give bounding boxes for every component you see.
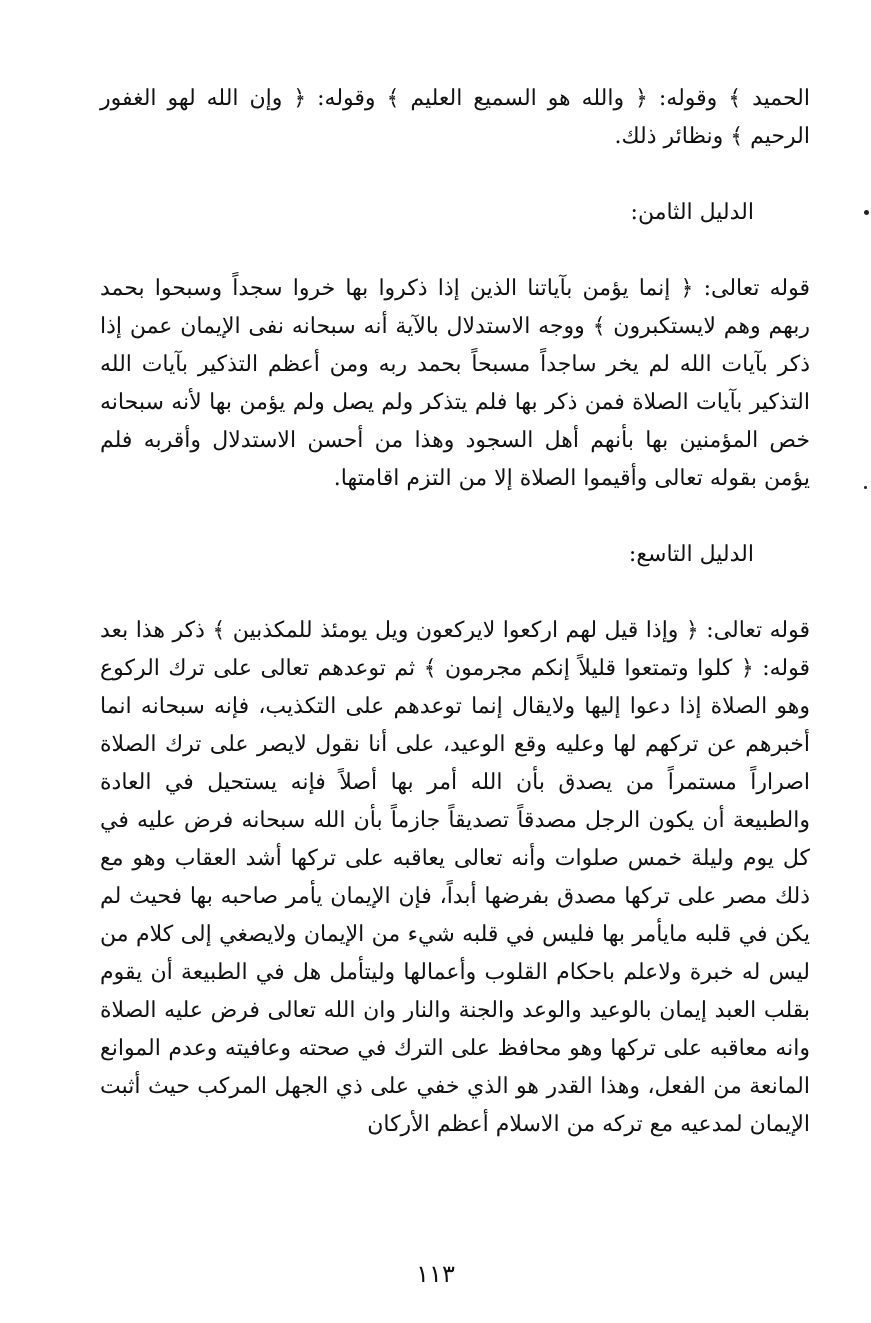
section-heading-ninth-proof: الدليل التاسع:: [628, 542, 754, 567]
paragraph-ninth-proof: قوله تعالى: ﴿ وإذا قيل لهم اركعوا لايركعون ويل يومئذ للمكذبين ﴾ ذكر هذا بعد قوله: ﴿ كلوا وتمتعوا قليلاً إنكم مجرمون ﴾ ثم توعدهم تعالى على ترك الركوع وهو الصلاة إذا دعوا إليها ولايقال إنما توعدهم على التكذيب، فإنه سبحانه انما أخبرهم عن تركهم لها وعليه وقع الوعيد، على أنا نقول لايصر على ترك الصلاة اصراراً مستمراً من يصدق بأن الله أمر بها أصلاً فإنه يستحيل في العادة والطبيعة أن يكون الرجل مصدقاً تصديقاً جازماً بأن الله سبحانه فرض عليه في كل يوم وليلة خمس صلوات وأنه تعالى يعاقبه على تركها أشد العقاب وهو مع ذلك مصر على تركها مصدق بفرضها أبداً، فإن الإيمان يأمر صاحبه بها فحيث لم يكن في قلبه مايأمر بها فليس في قلبه شيء من الإيمان ولايصغي إلى كلام من ليس له خبرة ولاعلم باحكام القلوب وأعمالها وليتأمل هل في الطبيعة أن يقوم بقلب العبد إيمان بالوعيد والوعد والجنة والنار وان الله تعالى فرض عليه الصلاة وانه معاقبه على تركها وهو محافظ على الترك في صحته وعافيته وعدم الموانع المانعة من الفعل، وهذا القدر هو الذي خفي على ذي الجهل المركب حيث أثبت الإيمان لمدعيه مع تركه من الاسلام أعظم الأركان: [100, 618, 810, 1137]
section-heading-eighth-proof: الدليل الثامن:: [630, 200, 754, 225]
page-body: [100, 80, 810, 1144]
paragraph-eighth-proof: قوله تعالى: ﴿ إنما يؤمن بآياتنا الذين إذا ذكروا بها خروا سجداً وسبحوا بحمد ربهم وهم لايستكبرون ﴾ ووجه الاستدلال بالآية أنه سبحانه نفى الإيمان عمن إذا ذكر بآيات الله لم يخر ساجداً مسبحاً بحمد ربه ومن أعظم التذكير بآيات الله التذكير بآيات الصلاة فمن ذكر بها فلم يتذكر ولم يصل ولم يؤمن بها لأنه سبحانه خص المؤمنين بها بأنهم أهل السجود وهذا من أحسن الاستدلال وأقربه فلم يؤمن بقوله تعالى وأقيموا الصلاة إلا من التزم اقامتها.: [100, 276, 810, 491]
page-number: ١١٣: [416, 1260, 455, 1288]
paragraph-continuation: الحميد ﴾ وقوله: ﴿ والله هو السميع العليم ﴾ وقوله: ﴿ وإن الله لهو الغفور الرحيم ﴾ ونظائر ذلك.: [100, 86, 810, 149]
margin-mark: [864, 210, 869, 215]
margin-mark: [864, 486, 867, 489]
